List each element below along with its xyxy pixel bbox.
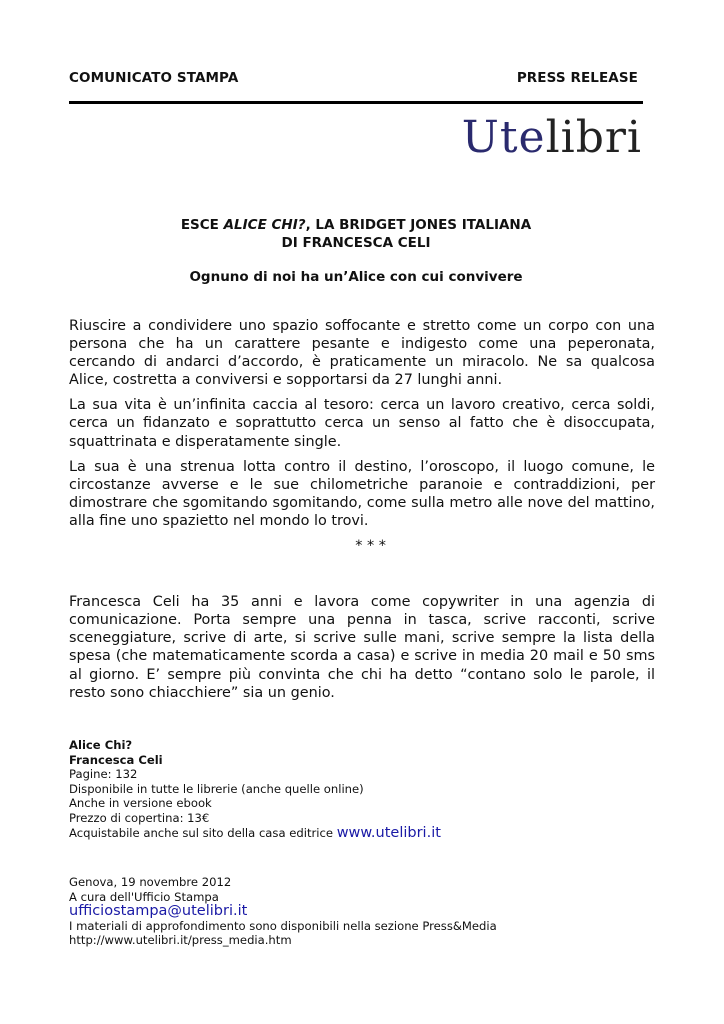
book-buy-text: Acquistabile anche sul sito della casa editrice xyxy=(69,825,337,840)
utelibri-logo xyxy=(462,112,642,165)
press-subtitle: Ognuno di noi ha un’Alice con cui convivere xyxy=(189,269,523,285)
title-line-2: DI FRANCESCA CELI xyxy=(281,235,431,251)
logo-part-libri: libri xyxy=(545,112,642,163)
separator-stars: * * * xyxy=(355,538,386,555)
press-contact xyxy=(69,875,497,948)
book-info xyxy=(69,738,441,840)
contact-date: Genova, 19 novembre 2012 xyxy=(69,875,232,889)
paragraph-2: La sua vita è un’infinita caccia al tesoro: cerca un lavoro creativo, cerca soldi, cerca un fidanzato e soprattutto cerca un senso al fatto che è disoccupata, squattrinata e disperatamente single. xyxy=(69,397,655,450)
book-buy-line xyxy=(69,826,441,841)
book-title: Alice Chi? xyxy=(69,738,133,752)
book-availability: Disponibile in tutte le librerie (anche quelle online) xyxy=(69,781,364,796)
paragraph-1: Riuscire a condividere uno spazio soffocante e stretto come un corpo con una persona che ha un carattere pesante e indigesto come una peperonata, cercando di andarci d’accordo, è praticamente un miracolo. Ne sa qualcosa Alice, costretta a conviversi e sopportarsi da 27 lunghi anni. xyxy=(69,318,655,389)
header-press-release: PRESS RELEASE xyxy=(516,70,638,86)
book-pages: Pagine: 132 xyxy=(69,767,138,782)
book-price: Prezzo di copertina: 13€ xyxy=(69,810,210,825)
contact-office: A cura dell'Ufficio Stampa xyxy=(69,889,219,904)
title-prefix: ESCE xyxy=(180,217,224,233)
header-comunicato-stampa: COMUNICATO STAMPA xyxy=(69,70,239,86)
logo-part-ute: Ute xyxy=(461,112,546,163)
book-author: Francesca Celi xyxy=(69,752,163,767)
press-body xyxy=(69,317,655,709)
title-line-1 xyxy=(69,216,643,234)
book-ebook: Anche in versione ebook xyxy=(69,796,212,811)
paragraph-3: La sua è una strenua lotta contro il destino, l’oroscopo, il luogo comune, le circostanze avverse e le sue chilometriche paranoie e contraddizioni, per dimostrare che sgomitando sgomitando, come sulla metro alle nove del mattino, alla fine uno spazietto nel mondo lo trovi. xyxy=(69,458,655,529)
contact-materials: I materiali di approfondimento sono disponibili nella sezione Press&Media xyxy=(69,918,497,933)
author-bio: Francesca Celi ha 35 anni e lavora come copywriter in una agenzia di comunicazione. Porta sempre una penna in tasca, scrive racconti, scrive sceneggiature, scrive di arte, si scrive sulle mani, scrive sempre la lista della spesa (che matematicamente scorda a casa) e scrive in media 20 mail e 50 sms al giorno. E’ sempre più convinta che chi ha detto “contano solo le parole, il resto sono chiacchiere” sia un genio. xyxy=(69,594,655,701)
header-divider xyxy=(69,101,643,104)
press-title xyxy=(69,216,643,252)
contact-email-link[interactable]: ufficiostampa@utelibri.it xyxy=(69,903,248,920)
title-book: ALICE CHI? xyxy=(223,217,306,233)
contact-press-url[interactable]: http://www.utelibri.it/press_media.htm xyxy=(69,933,292,948)
title-suffix: , LA BRIDGET JONES ITALIANA xyxy=(305,217,532,233)
publisher-website-link[interactable]: www.utelibri.it xyxy=(336,824,441,841)
